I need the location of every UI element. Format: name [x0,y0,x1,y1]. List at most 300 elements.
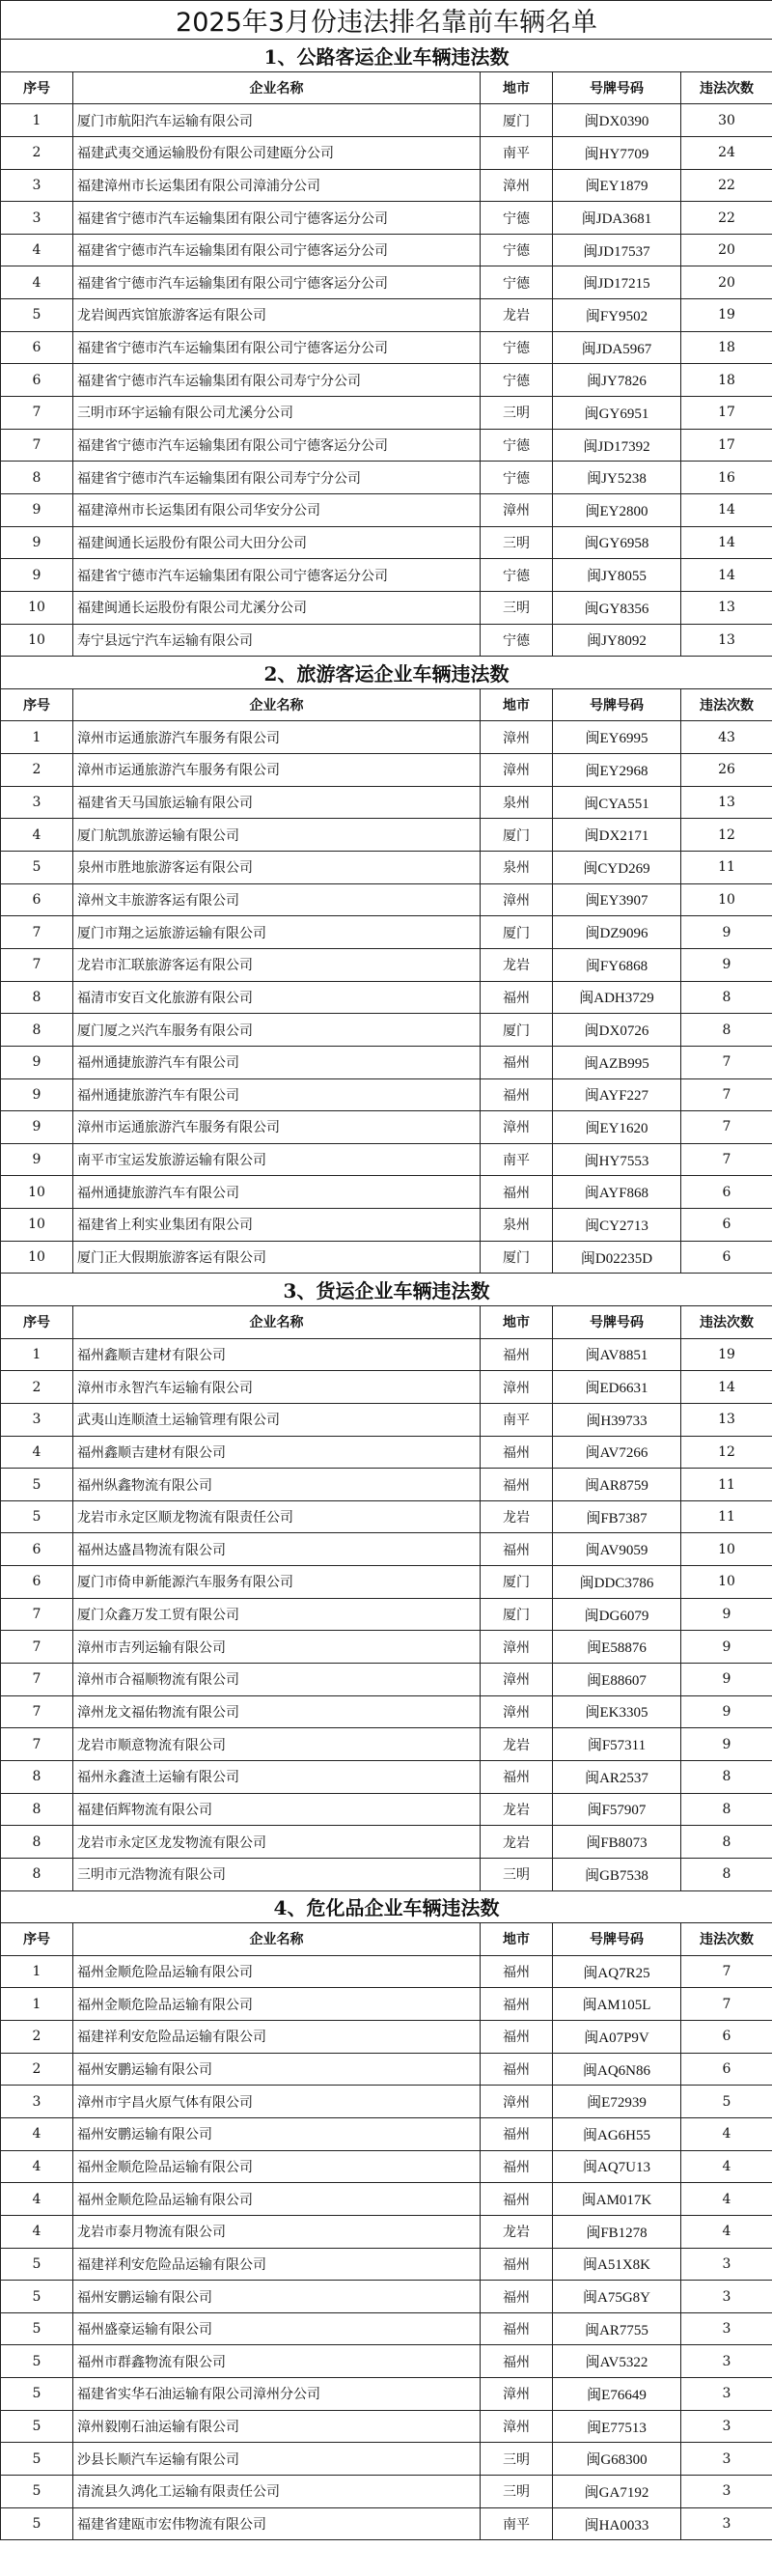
violation-count-cell: 26 [681,754,772,787]
city-cell: 福州 [481,2053,553,2086]
city-cell: 龙岩 [481,948,553,981]
company-name-cell: 福建省实华石油运输有限公司漳州分公司 [73,2378,481,2411]
violation-count-cell: 9 [681,1598,772,1631]
city-cell: 宁德 [481,559,553,592]
company-name-cell: 福建漳州市长运集团有限公司华安分公司 [73,493,481,526]
plate-number-cell: 闽A51X8K [553,2248,681,2281]
header-index: 序号 [1,688,73,721]
violation-count-cell: 18 [681,331,772,364]
plate-number-cell: 闽JD17215 [553,266,681,299]
company-name-cell: 厦门众鑫万发工贸有限公司 [73,1598,481,1631]
company-name-cell: 泉州市胜地旅游客运有限公司 [73,852,481,884]
city-cell: 三明 [481,526,553,559]
rank-cell: 5 [1,2476,73,2508]
plate-number-cell: 闽E88607 [553,1664,681,1696]
company-name-cell: 福州达盛昌物流有限公司 [73,1533,481,1566]
rank-cell: 9 [1,493,73,526]
violation-count-cell: 13 [681,591,772,624]
rank-cell: 10 [1,1176,73,1209]
company-name-cell: 福建省宁德市汽车运输集团有限公司宁德客运分公司 [73,331,481,364]
table-body [1,1,772,2540]
plate-number-cell: 闽EY3907 [553,883,681,916]
header-violation-count: 违法次数 [681,71,772,104]
rank-cell: 4 [1,819,73,852]
rank-cell: 8 [1,1793,73,1826]
rank-cell: 3 [1,202,73,235]
city-cell: 厦门 [481,1566,553,1599]
city-cell: 三明 [481,2476,553,2508]
table-row [1,526,772,559]
company-name-cell: 福州安鹏运输有限公司 [73,2281,481,2313]
plate-number-cell: 闽JD17392 [553,429,681,462]
rank-cell: 6 [1,364,73,397]
table-row [1,1209,772,1242]
rank-cell: 6 [1,1566,73,1599]
city-cell: 南平 [481,2507,553,2540]
rank-cell: 2 [1,2053,73,2086]
violation-count-cell: 7 [681,1143,772,1176]
company-name-cell: 福建省上利实业集团有限公司 [73,1209,481,1242]
violation-count-cell: 17 [681,429,772,462]
company-name-cell: 厦门正大假期旅游客运有限公司 [73,1241,481,1274]
company-name-cell: 漳州市宇昌火原气体有限公司 [73,2086,481,2118]
plate-number-cell: 闽GY6951 [553,397,681,430]
section-heading-row [1,1274,772,1306]
table-row [1,754,772,787]
rank-cell: 5 [1,2345,73,2378]
rank-cell: 9 [1,559,73,592]
city-cell: 宁德 [481,202,553,235]
header-violation-count: 违法次数 [681,1305,772,1338]
plate-number-cell: 闽AV5322 [553,2345,681,2378]
company-name-cell: 清流县久鸿化工运输有限责任公司 [73,2476,481,2508]
plate-number-cell: 闽FB8073 [553,1826,681,1859]
header-company-name: 企业名称 [73,1923,481,1956]
violation-count-cell: 8 [681,1858,772,1890]
column-header-row [1,1305,772,1338]
violation-count-cell: 24 [681,136,772,169]
column-header-row [1,1923,772,1956]
city-cell: 漳州 [481,1695,553,1728]
plate-number-cell: 闽AQ6N86 [553,2053,681,2086]
company-name-cell: 漳州市吉列运输有限公司 [73,1631,481,1664]
plate-number-cell: 闽AYF868 [553,1176,681,1209]
rank-cell: 8 [1,1760,73,1793]
table-row [1,462,772,494]
violation-count-cell: 17 [681,397,772,430]
table-row [1,493,772,526]
company-name-cell: 漳州市永智汽车运输有限公司 [73,1371,481,1404]
plate-number-cell: 闽AQ7R25 [553,1955,681,1988]
plate-number-cell: 闽AV9059 [553,1533,681,1566]
city-cell: 三明 [481,2443,553,2476]
rank-cell: 5 [1,852,73,884]
violation-count-cell: 22 [681,202,772,235]
table-row [1,2378,772,2411]
company-name-cell: 福建省建瓯市宏伟物流有限公司 [73,2507,481,2540]
violation-count-cell: 8 [681,1760,772,1793]
company-name-cell: 南平市宝运发旅游运输有限公司 [73,1143,481,1176]
plate-number-cell: 闽CYA551 [553,786,681,819]
violation-count-cell: 3 [681,2476,772,2508]
table-row [1,169,772,202]
company-name-cell: 龙岩市顺意物流有限公司 [73,1728,481,1761]
plate-number-cell: 闽HY7709 [553,136,681,169]
section-heading: 3、货运企业车辆违法数 [1,1274,772,1306]
violation-count-cell: 3 [681,2443,772,2476]
company-name-cell: 漳州市运通旅游汽车服务有限公司 [73,1111,481,1144]
table-row [1,1598,772,1631]
city-cell: 福州 [481,1338,553,1371]
table-row [1,234,772,266]
city-cell: 福州 [481,2281,553,2313]
rank-cell: 4 [1,234,73,266]
table-row [1,1695,772,1728]
table-row [1,2183,772,2216]
table-row [1,397,772,430]
city-cell: 泉州 [481,1209,553,1242]
rank-cell: 5 [1,1469,73,1501]
city-cell: 漳州 [481,721,553,754]
rank-cell: 7 [1,1631,73,1664]
company-name-cell: 福建武夷交通运输股份有限公司建瓯分公司 [73,136,481,169]
city-cell: 厦门 [481,1241,553,1274]
table-row [1,948,772,981]
plate-number-cell: 闽JY8092 [553,624,681,657]
header-plate-number: 号牌号码 [553,1923,681,1956]
company-name-cell: 福州金顺危险品运输有限公司 [73,2150,481,2183]
violation-count-cell: 20 [681,234,772,266]
company-name-cell: 厦门市航阳汽车运输有限公司 [73,104,481,137]
rank-cell: 4 [1,1436,73,1469]
table-row [1,364,772,397]
header-city: 地市 [481,1305,553,1338]
rank-cell: 10 [1,1241,73,1274]
company-name-cell: 龙岩市汇联旅游客运有限公司 [73,948,481,981]
company-name-cell: 漳州市合福顺物流有限公司 [73,1664,481,1696]
violation-count-cell: 3 [681,2507,772,2540]
rank-cell: 1 [1,1338,73,1371]
table-row [1,1760,772,1793]
rank-cell: 3 [1,1403,73,1436]
city-cell: 宁德 [481,331,553,364]
city-cell: 福州 [481,1533,553,1566]
rank-cell: 4 [1,2183,73,2216]
plate-number-cell: 闽A07P9V [553,2021,681,2054]
company-name-cell: 福州通捷旅游汽车有限公司 [73,1078,481,1111]
city-cell: 龙岩 [481,1826,553,1859]
plate-number-cell: 闽AQ7U13 [553,2150,681,2183]
rank-cell: 7 [1,1728,73,1761]
violation-count-cell: 12 [681,1436,772,1469]
header-city: 地市 [481,688,553,721]
table-row [1,331,772,364]
table-row [1,104,772,137]
city-cell: 泉州 [481,786,553,819]
header-index: 序号 [1,71,73,104]
company-name-cell: 漳州市运通旅游汽车服务有限公司 [73,721,481,754]
plate-number-cell: 闽JY5238 [553,462,681,494]
plate-number-cell: 闽CYD269 [553,852,681,884]
rank-cell: 2 [1,2021,73,2054]
violation-count-cell: 6 [681,1241,772,1274]
rank-cell: 6 [1,883,73,916]
rank-cell: 5 [1,2507,73,2540]
city-cell: 厦门 [481,1598,553,1631]
company-name-cell: 福建省宁德市汽车运输集团有限公司宁德客运分公司 [73,429,481,462]
plate-number-cell: 闽HA0033 [553,2507,681,2540]
city-cell: 漳州 [481,493,553,526]
rank-cell: 1 [1,721,73,754]
table-row [1,2507,772,2540]
table-row [1,1631,772,1664]
rank-cell: 7 [1,397,73,430]
plate-number-cell: 闽EY1620 [553,1111,681,1144]
city-cell: 漳州 [481,883,553,916]
violation-count-cell: 3 [681,2378,772,2411]
rank-cell: 5 [1,299,73,332]
violation-count-cell: 11 [681,852,772,884]
violation-count-cell: 10 [681,883,772,916]
violation-count-cell: 7 [681,1046,772,1078]
plate-number-cell: 闽HY7553 [553,1143,681,1176]
company-name-cell: 福州通捷旅游汽车有限公司 [73,1046,481,1078]
table-row [1,1664,772,1696]
city-cell: 漳州 [481,169,553,202]
table-row [1,429,772,462]
city-cell: 福州 [481,2248,553,2281]
table-row [1,721,772,754]
plate-number-cell: 闽E58876 [553,1631,681,1664]
city-cell: 福州 [481,1988,553,2021]
city-cell: 龙岩 [481,1793,553,1826]
violation-count-cell: 3 [681,2410,772,2443]
company-name-cell: 福建省宁德市汽车运输集团有限公司宁德客运分公司 [73,202,481,235]
company-name-cell: 福州通捷旅游汽车有限公司 [73,1176,481,1209]
company-name-cell: 沙县长顺汽车运输有限公司 [73,2443,481,2476]
section-heading-row [1,1890,772,1923]
company-name-cell: 福州金顺危险品运输有限公司 [73,1955,481,1988]
plate-number-cell: 闽E72939 [553,2086,681,2118]
city-cell: 宁德 [481,266,553,299]
section-heading: 4、危化品企业车辆违法数 [1,1890,772,1923]
table-row [1,2086,772,2118]
company-name-cell: 漳州毅刚石油运输有限公司 [73,2410,481,2443]
plate-number-cell: 闽EY2800 [553,493,681,526]
violation-count-cell: 14 [681,1371,772,1404]
table-row [1,2281,772,2313]
rank-cell: 2 [1,136,73,169]
city-cell: 漳州 [481,2410,553,2443]
table-row [1,1014,772,1047]
city-cell: 福州 [481,1955,553,1988]
plate-number-cell: 闽JY7826 [553,364,681,397]
city-cell: 宁德 [481,624,553,657]
rank-cell: 7 [1,1598,73,1631]
city-cell: 三明 [481,1858,553,1890]
rank-cell: 5 [1,2410,73,2443]
violation-count-cell: 9 [681,1695,772,1728]
table-row [1,1793,772,1826]
table-row [1,2021,772,2054]
section-heading-row [1,40,772,72]
table-row [1,1533,772,1566]
rank-cell: 5 [1,2281,73,2313]
city-cell: 福州 [481,1046,553,1078]
plate-number-cell: 闽H39733 [553,1403,681,1436]
plate-number-cell: 闽AV8851 [553,1338,681,1371]
rank-cell: 4 [1,2118,73,2151]
rank-cell: 4 [1,2150,73,2183]
rank-cell: 5 [1,2312,73,2345]
table-row [1,2150,772,2183]
company-name-cell: 福州安鹏运输有限公司 [73,2053,481,2086]
city-cell: 福州 [481,2021,553,2054]
plate-number-cell: 闽EY2968 [553,754,681,787]
company-name-cell: 福建漳州市长运集团有限公司漳浦分公司 [73,169,481,202]
rank-cell: 7 [1,1695,73,1728]
plate-number-cell: 闽D02235D [553,1241,681,1274]
rank-cell: 4 [1,2215,73,2248]
table-row [1,1403,772,1436]
table-row [1,1176,772,1209]
violation-count-cell: 3 [681,2248,772,2281]
violation-count-cell: 9 [681,1631,772,1664]
city-cell: 厦门 [481,916,553,949]
header-violation-count: 违法次数 [681,1923,772,1956]
plate-number-cell: 闽DX0726 [553,1014,681,1047]
table-row [1,1078,772,1111]
violation-count-cell: 4 [681,2183,772,2216]
company-name-cell: 三明市环宇运输有限公司尤溪分公司 [73,397,481,430]
rank-cell: 6 [1,1533,73,1566]
company-name-cell: 龙岩市永定区顺龙物流有限责任公司 [73,1500,481,1533]
table-row [1,1955,772,1988]
city-cell: 漳州 [481,1631,553,1664]
company-name-cell: 福建省宁德市汽车运输集团有限公司宁德客运分公司 [73,234,481,266]
table-row [1,2053,772,2086]
rank-cell: 5 [1,2378,73,2411]
company-name-cell: 福州纵鑫物流有限公司 [73,1469,481,1501]
city-cell: 三明 [481,591,553,624]
city-cell: 泉州 [481,852,553,884]
rank-cell: 9 [1,526,73,559]
company-name-cell: 福建省宁德市汽车运输集团有限公司寿宁分公司 [73,462,481,494]
violation-count-cell: 3 [681,2312,772,2345]
city-cell: 漳州 [481,754,553,787]
city-cell: 福州 [481,1760,553,1793]
city-cell: 福州 [481,2345,553,2378]
city-cell: 福州 [481,2150,553,2183]
violation-count-cell: 14 [681,493,772,526]
violation-count-cell: 5 [681,2086,772,2118]
plate-number-cell: 闽DG6079 [553,1598,681,1631]
city-cell: 漳州 [481,2378,553,2411]
violation-count-cell: 9 [681,948,772,981]
plate-number-cell: 闽ADH3729 [553,981,681,1014]
company-name-cell: 三明市元浩物流有限公司 [73,1858,481,1890]
rank-cell: 6 [1,331,73,364]
city-cell: 宁德 [481,429,553,462]
violation-count-cell: 14 [681,559,772,592]
table-row [1,624,772,657]
violation-count-cell: 8 [681,1826,772,1859]
table-row [1,2118,772,2151]
company-name-cell: 福建祥利安危险品运输有限公司 [73,2248,481,2281]
city-cell: 漳州 [481,1111,553,1144]
rank-cell: 7 [1,916,73,949]
violation-count-cell: 7 [681,1111,772,1144]
table-row [1,1469,772,1501]
rank-cell: 8 [1,1858,73,1890]
violation-count-cell: 3 [681,2345,772,2378]
plate-number-cell: 闽AM105L [553,1988,681,2021]
rank-cell: 2 [1,1371,73,1404]
company-name-cell: 福建祥利安危险品运输有限公司 [73,2021,481,2054]
rank-cell: 4 [1,266,73,299]
table-row [1,1111,772,1144]
city-cell: 漳州 [481,1664,553,1696]
violation-count-cell: 8 [681,981,772,1014]
rank-cell: 5 [1,2443,73,2476]
violation-count-cell: 4 [681,2150,772,2183]
rank-cell: 7 [1,429,73,462]
rank-cell: 5 [1,1500,73,1533]
violation-count-cell: 7 [681,1988,772,2021]
rank-cell: 10 [1,624,73,657]
rank-cell: 8 [1,462,73,494]
header-plate-number: 号牌号码 [553,688,681,721]
city-cell: 福州 [481,2118,553,2151]
city-cell: 宁德 [481,462,553,494]
violation-count-cell: 16 [681,462,772,494]
company-name-cell: 武夷山连顺渣土运输管理有限公司 [73,1403,481,1436]
company-name-cell: 福州鑫顺吉建材有限公司 [73,1338,481,1371]
violation-count-cell: 6 [681,2053,772,2086]
table-row [1,1728,772,1761]
city-cell: 南平 [481,1143,553,1176]
table-row [1,2312,772,2345]
city-cell: 厦门 [481,104,553,137]
violation-count-cell: 18 [681,364,772,397]
company-name-cell: 龙岩市泰月物流有限公司 [73,2215,481,2248]
company-name-cell: 漳州文丰旅游客运有限公司 [73,883,481,916]
plate-number-cell: 闽JD17537 [553,234,681,266]
city-cell: 福州 [481,981,553,1014]
title-row [1,1,772,40]
plate-number-cell: 闽AV7266 [553,1436,681,1469]
violation-count-cell: 10 [681,1533,772,1566]
table-row [1,2443,772,2476]
violation-count-cell: 6 [681,1176,772,1209]
rank-cell: 5 [1,2248,73,2281]
plate-number-cell: 闽DDC3786 [553,1566,681,1599]
violation-count-cell: 9 [681,1664,772,1696]
company-name-cell: 漳州龙文福佑物流有限公司 [73,1695,481,1728]
header-index: 序号 [1,1305,73,1338]
table-row [1,2476,772,2508]
city-cell: 厦门 [481,1014,553,1047]
rank-cell: 3 [1,169,73,202]
plate-number-cell: 闽DX2171 [553,819,681,852]
city-cell: 龙岩 [481,2215,553,2248]
company-name-cell: 福建省宁德市汽车运输集团有限公司宁德客运分公司 [73,266,481,299]
plate-number-cell: 闽FB7387 [553,1500,681,1533]
table-row [1,1046,772,1078]
violation-count-cell: 19 [681,1338,772,1371]
plate-number-cell: 闽E77513 [553,2410,681,2443]
table-row [1,299,772,332]
